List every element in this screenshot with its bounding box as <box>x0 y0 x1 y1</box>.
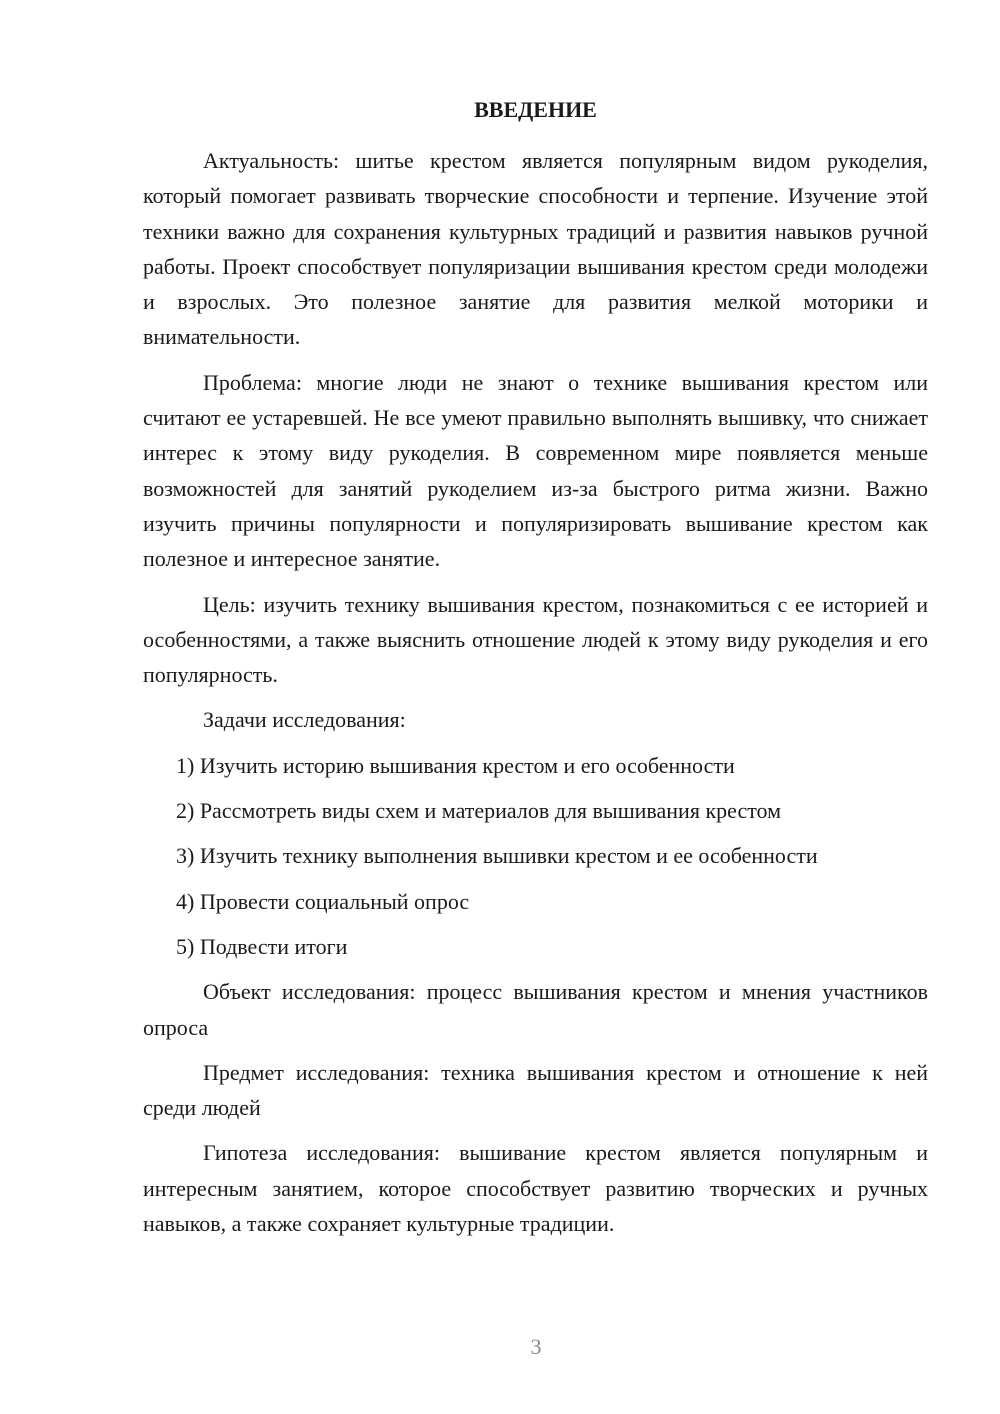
list-item: 1) Изучить историю вышивания крестом и его особенности <box>176 752 735 778</box>
paragraph-relevance: Актуальность: шитье крестом является популярным видом рукоделия, который помогает развивать творческие способности и терпение. Изучение этой техники важно для сохранения культурных традиций и развития навыков ручной работы. Проект способствует популяризации вышивания крестом среди молодежи и взрослых. Это полезное занятие для развития мелкой моторики и внимательности. <box>143 148 928 350</box>
list-item: 4) Провести социальный опрос <box>176 888 470 914</box>
paragraph-goal: Цель: изучить технику вышивания крестом, познакомиться с ее историей и особенностями, а также выяснить отношение людей к этому виду рукоделия и его популярность. <box>143 591 928 688</box>
paragraph-hypothesis: Гипотеза исследования: вышивание крестом является популярным и интересным занятием, которое способствует развитию творческих и ручных навыков, а также сохраняет культурные традиции. <box>143 1140 928 1237</box>
task-list <box>143 748 928 964</box>
paragraph-problem: Проблема: многие люди не знают о технике вышивания крестом или считают ее устаревшей. Не все умеют правильно выполнять вышивку, что снижает интерес к этому виду рукоделия. В современном мире появляется меньше возможностей для занятий рукоделием из-за быстрого ритма жизни. Важно изучить причины популярности и популяризировать вышивание крестом как полезное и интересное занятие. <box>143 369 928 572</box>
list-item: 3) Изучить технику выполнения вышивки крестом и ее особенности <box>176 843 818 869</box>
page-title: ВВЕДЕНИЕ <box>474 97 597 122</box>
paragraph-object: Объект исследования: процесс вышивания крестом и мнения участников опроса <box>143 979 928 1040</box>
document-page <box>143 92 928 1251</box>
list-item: 2) Рассмотреть виды схем и материалов для вышивания крестом <box>176 798 782 824</box>
tasks-heading: Задачи исследования: <box>203 707 406 733</box>
paragraph-subject: Предмет исследования: техника вышивания крестом и отношение к ней среди людей <box>143 1059 928 1121</box>
list-item: 5) Подвести итоги <box>176 933 348 959</box>
page-number: 3 <box>530 1334 542 1359</box>
